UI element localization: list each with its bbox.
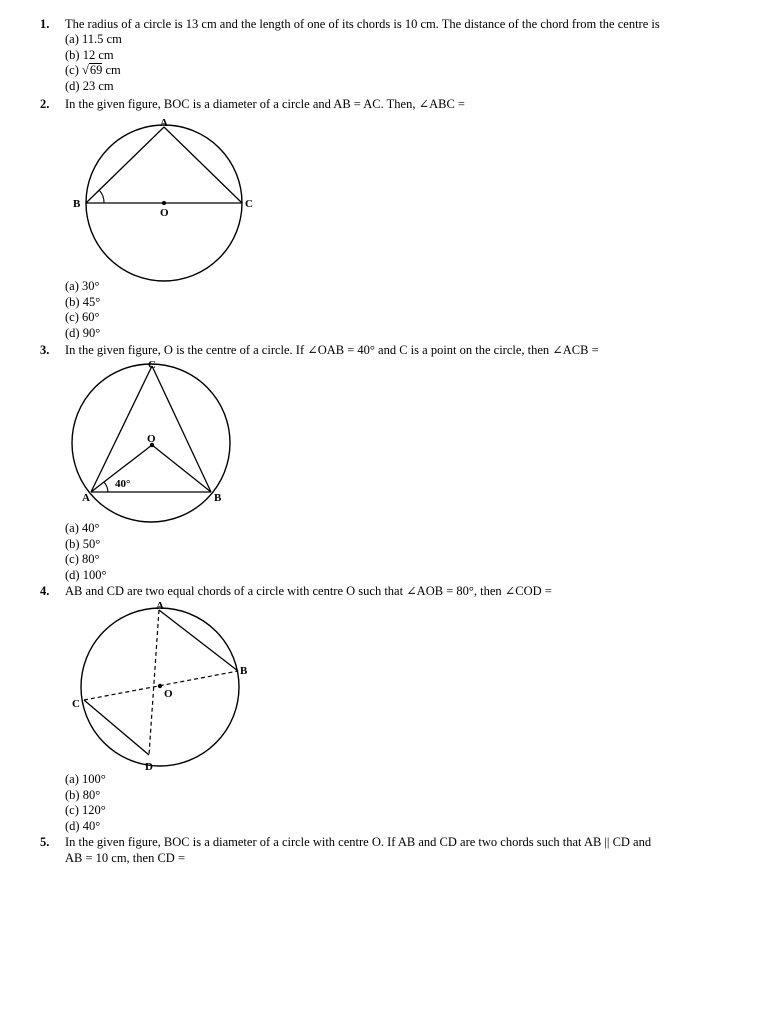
label-c: C (245, 198, 253, 210)
label-b: B (73, 198, 81, 210)
label-o: O (147, 433, 156, 445)
label-c: C (72, 698, 80, 710)
option-c-label: (c) (65, 63, 79, 77)
options-list (65, 772, 750, 834)
figure-q4 (68, 598, 268, 778)
option-a: (a) 40° (65, 521, 100, 535)
radicand: 69 (89, 63, 103, 77)
option-c (65, 63, 750, 79)
label-b: B (240, 665, 248, 677)
chord-cd (84, 700, 149, 755)
radius-ob (152, 445, 211, 492)
chord-ab (159, 610, 238, 671)
option-c: (c) 80° (65, 552, 100, 566)
label-o: O (164, 688, 173, 700)
question-text: In the given figure, BOC is a diameter of a circle and AB = AC. Then, ∠ABC = (65, 97, 465, 111)
option-c: (c) 60° (65, 310, 100, 324)
figure-q2 (68, 112, 268, 287)
option-d: (d) 40° (65, 818, 101, 833)
label-a: A (82, 492, 90, 504)
question-2-options (40, 279, 750, 341)
sqrt-sign: √ (82, 63, 89, 77)
question-number: 2. (40, 97, 50, 111)
question-text: AB and CD are two equal chords of a circle with centre O such that ∠AOB = 80°, then ∠COD = (65, 584, 552, 598)
label-c: C (148, 359, 156, 371)
question-3-options (40, 521, 750, 583)
label-b: B (214, 492, 222, 504)
question-text-line-1: In the given figure, BOC is a diameter of a circle with centre O. If AB and CD are two chords such that AB || CD and (65, 835, 652, 849)
figure-q3 (68, 356, 268, 516)
option-b: (b) 50° (65, 536, 101, 551)
chord-ac (164, 127, 242, 203)
question-2 (40, 96, 750, 112)
label-o: O (160, 207, 169, 219)
option-a: (a) 100° (65, 772, 106, 786)
question-4-options (40, 772, 750, 834)
label-a: A (156, 600, 164, 612)
chord-bc (152, 366, 211, 492)
dashed-ad (149, 610, 159, 755)
option-d: (d) 23 cm (65, 78, 114, 93)
option-a: (a) 11.5 cm (65, 32, 122, 46)
chord-ab (86, 127, 164, 203)
question-number: 4. (40, 584, 50, 598)
centre-point (162, 201, 166, 205)
question-text-line-2: AB = 10 cm, then CD = (65, 851, 185, 865)
question-5 (40, 834, 750, 866)
option-b: (b) 45° (65, 294, 101, 309)
options-list (65, 521, 750, 583)
angle-arc (104, 482, 108, 492)
question-1 (40, 16, 750, 94)
chord-ac (91, 366, 152, 492)
question-4 (40, 583, 750, 599)
option-b: (b) 80° (65, 787, 101, 802)
centre-point (158, 684, 162, 688)
option-d: (d) 100° (65, 567, 107, 582)
options-list (65, 32, 750, 94)
option-a: (a) 30° (65, 279, 100, 293)
angle-arc (99, 190, 104, 203)
label-d: D (145, 761, 153, 773)
question-number: 1. (40, 17, 50, 31)
angle-label: 40° (115, 478, 131, 490)
option-b: (b) 12 cm (65, 47, 114, 62)
question-number: 5. (40, 835, 50, 849)
option-c-unit: cm (105, 63, 121, 77)
options-list (65, 279, 750, 341)
question-number: 3. (40, 343, 50, 357)
option-d: (d) 90° (65, 325, 101, 340)
label-a: A (160, 117, 168, 129)
question-text: The radius of a circle is 13 cm and the length of one of its chords is 10 cm. The distance of the chord from the centre is (65, 17, 660, 31)
option-c: (c) 120° (65, 803, 106, 817)
question-text: In the given figure, O is the centre of a circle. If ∠OAB = 40° and C is a point on the circle, then ∠ACB = (65, 343, 599, 357)
